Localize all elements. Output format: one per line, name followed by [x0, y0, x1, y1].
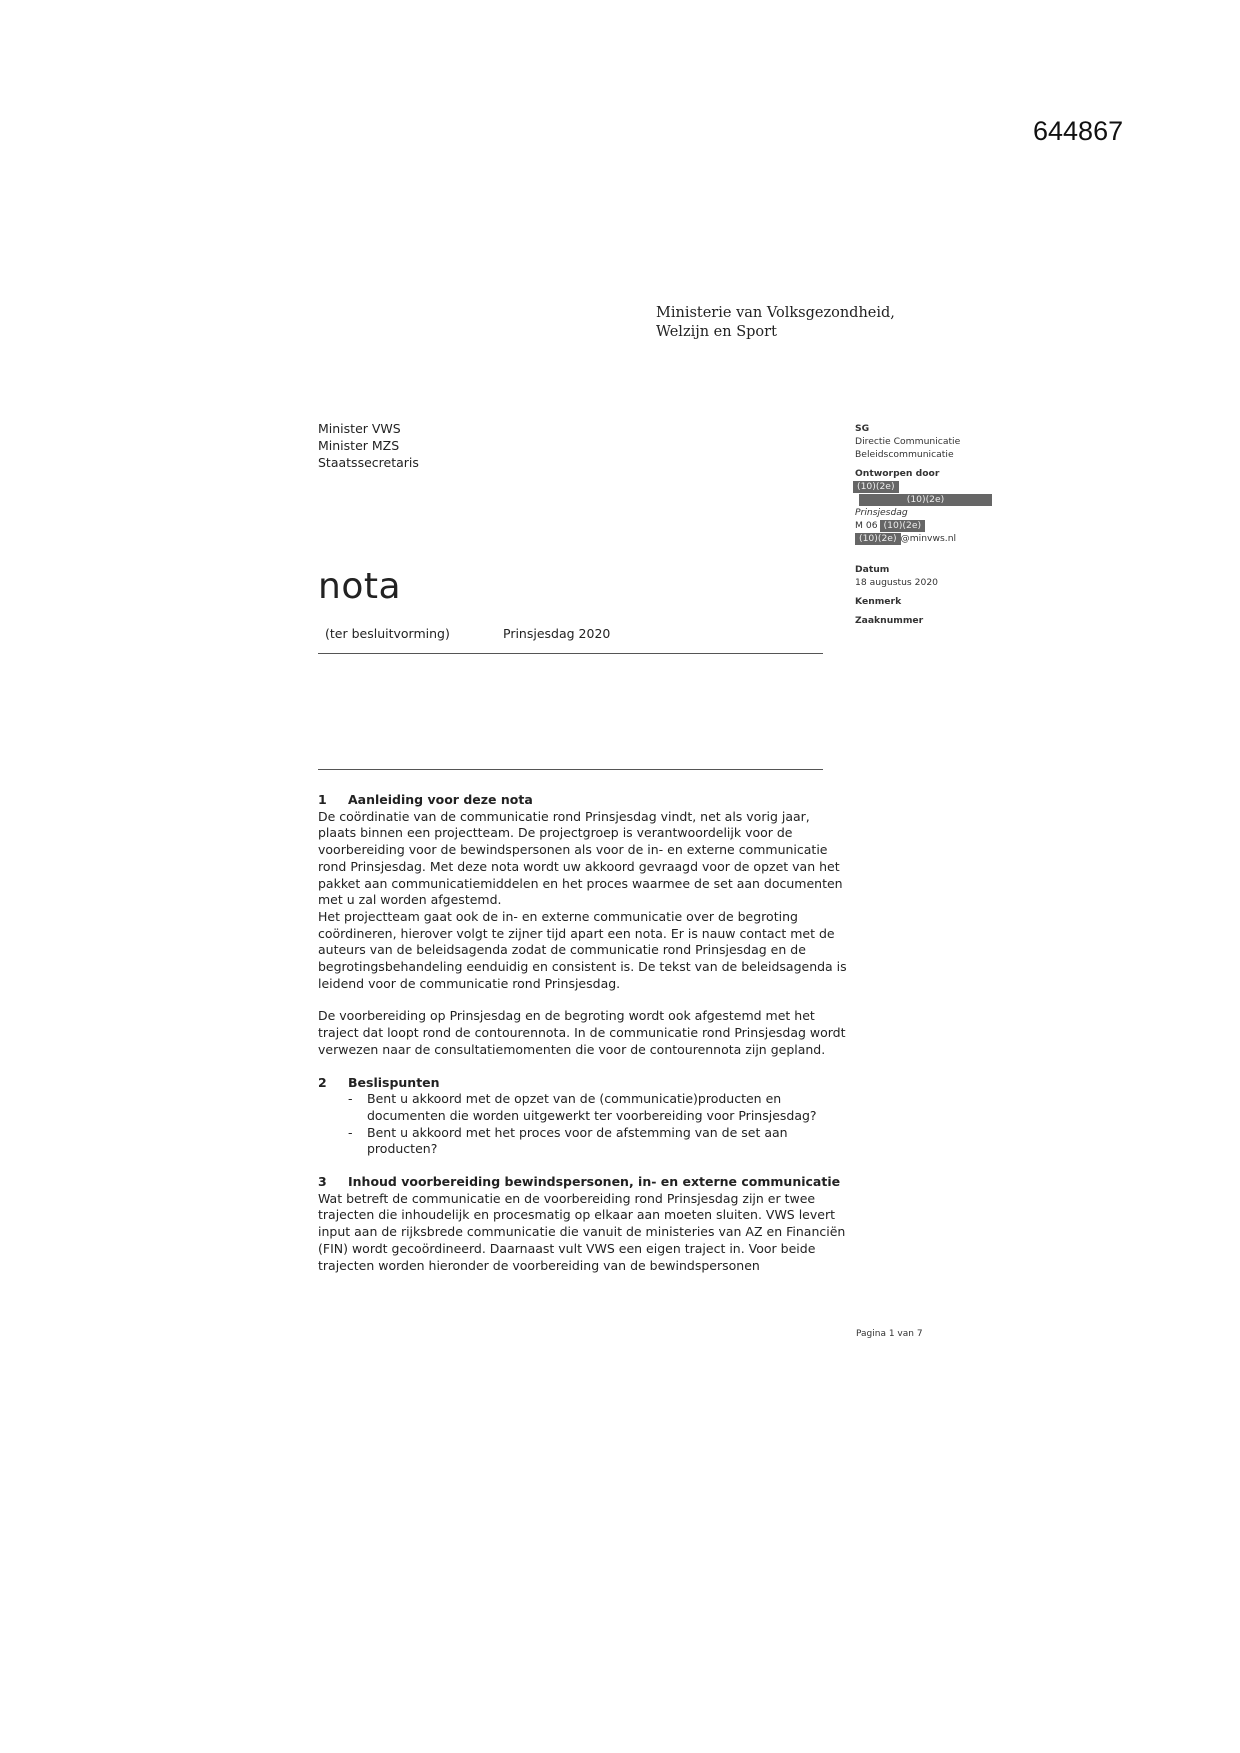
- ministry-name: [656, 304, 895, 342]
- ministry-line-2: Welzijn en Sport: [656, 324, 777, 340]
- paragraph: Wat betreft de communicatie en de voorbereiding rond Prinsjesdag zijn er twee trajecten die inhoudelijk en procesmatig op elkaar aan moeten sluiten. VWS levert input aan de rijksbrede communicatie die vanuit de ministeries van AZ en Financiën (FIN) wordt gecoördineerd. Daarnaast vult VWS een eigen traject in. Voor beide trajecten worden hieronder de voorbereiding van de bewindspersonen: [318, 1190, 846, 1273]
- project-name: Prinsjesdag: [855, 507, 908, 518]
- subject-line: [325, 626, 610, 641]
- redaction-block: (10)(2e): [859, 494, 992, 506]
- org-code: SG: [855, 423, 870, 434]
- document-body: [318, 792, 848, 1274]
- ministry-line-1: Ministerie van Volksgezondheid,: [656, 305, 895, 321]
- addressee: Minister MZS: [318, 438, 400, 453]
- email-suffix: @minvws.nl: [900, 533, 957, 544]
- case-number-label: Zaaknummer: [855, 615, 924, 626]
- page-number: Pagina 1 van 7: [856, 1329, 923, 1339]
- sidebar-metadata: [855, 422, 1005, 627]
- date-value: 18 augustus 2020: [855, 577, 939, 588]
- org-directorate: Directie Communicatie: [855, 436, 961, 447]
- designed-by-label: Ontworpen door: [855, 468, 940, 479]
- org-department: Beleidscommunicatie: [855, 449, 954, 460]
- document-title: nota: [318, 566, 402, 607]
- document-id: 644867: [1033, 116, 1124, 146]
- date-label: Datum: [855, 564, 890, 575]
- subject-type: (ter besluitvorming): [325, 626, 450, 641]
- subject-topic: Prinsjesdag 2020: [503, 626, 611, 641]
- paragraph: De voorbereiding op Prinsjesdag en de begroting wordt ook afgestemd met het traject dat loopt rond de contourennota. In de communicatie rond Prinsjesdag wordt verwezen naar de consultatiemomenten die voor de contourennota zijn gepland.: [318, 1008, 846, 1057]
- addressee: Staatssecretaris: [318, 455, 419, 470]
- decision-list: [318, 1091, 848, 1158]
- addressee: Minister VWS: [318, 421, 401, 436]
- addressee-list: [318, 420, 419, 471]
- reference-label: Kenmerk: [855, 596, 902, 607]
- section-heading: 2 Beslispunten: [318, 1074, 440, 1090]
- redaction-block: (10)(2e): [855, 533, 901, 545]
- body-divider: [318, 769, 823, 770]
- redaction-block: (10)(2e): [853, 481, 899, 493]
- paragraph: De coördinatie van de communicatie rond Prinsjesdag vindt, net als vorig jaar, plaats binnen een projectteam. De projectgroep is verantwoordelijk voor de voorbereiding voor de bewindspersonen als voor de in- en externe communicatie rond Prinsjesdag. Met deze nota wordt uw akkoord gevraagd voor de opzet van het pakket aan communicatiemiddelen en het proces waarmee de set aan documenten met u zal worden afgestemd.: [318, 808, 843, 908]
- list-item: - Bent u akkoord met de opzet van de (communicatie)producten en documenten die worden uitgewerkt ter voorbereiding voor Prinsjesdag?: [348, 1091, 848, 1124]
- paragraph: Het projectteam gaat ook de in- en externe communicatie over de begroting coördineren, hierover volgt te zijner tijd apart een nota. Er is nauw contact met de auteurs van de beleidsagenda zodat de communicatie rond Prinsjesdag en de begrotingsbehandeling eenduidig en consistent is. De tekst van de beleidsagenda is leidend voor de communicatie rond Prinsjesdag.: [318, 908, 847, 991]
- section-heading: 1 Aanleiding voor deze nota: [318, 792, 533, 807]
- redaction-block: (10)(2e): [880, 520, 926, 532]
- section-heading: 3 Inhoud voorbereiding bewindspersonen, in- en externe communicatie: [318, 1174, 841, 1190]
- header-divider: [318, 653, 823, 654]
- contact-phone-prefix: M 06: [855, 520, 878, 531]
- list-item: - Bent u akkoord met het proces voor de afstemming van de set aan producten?: [348, 1125, 848, 1158]
